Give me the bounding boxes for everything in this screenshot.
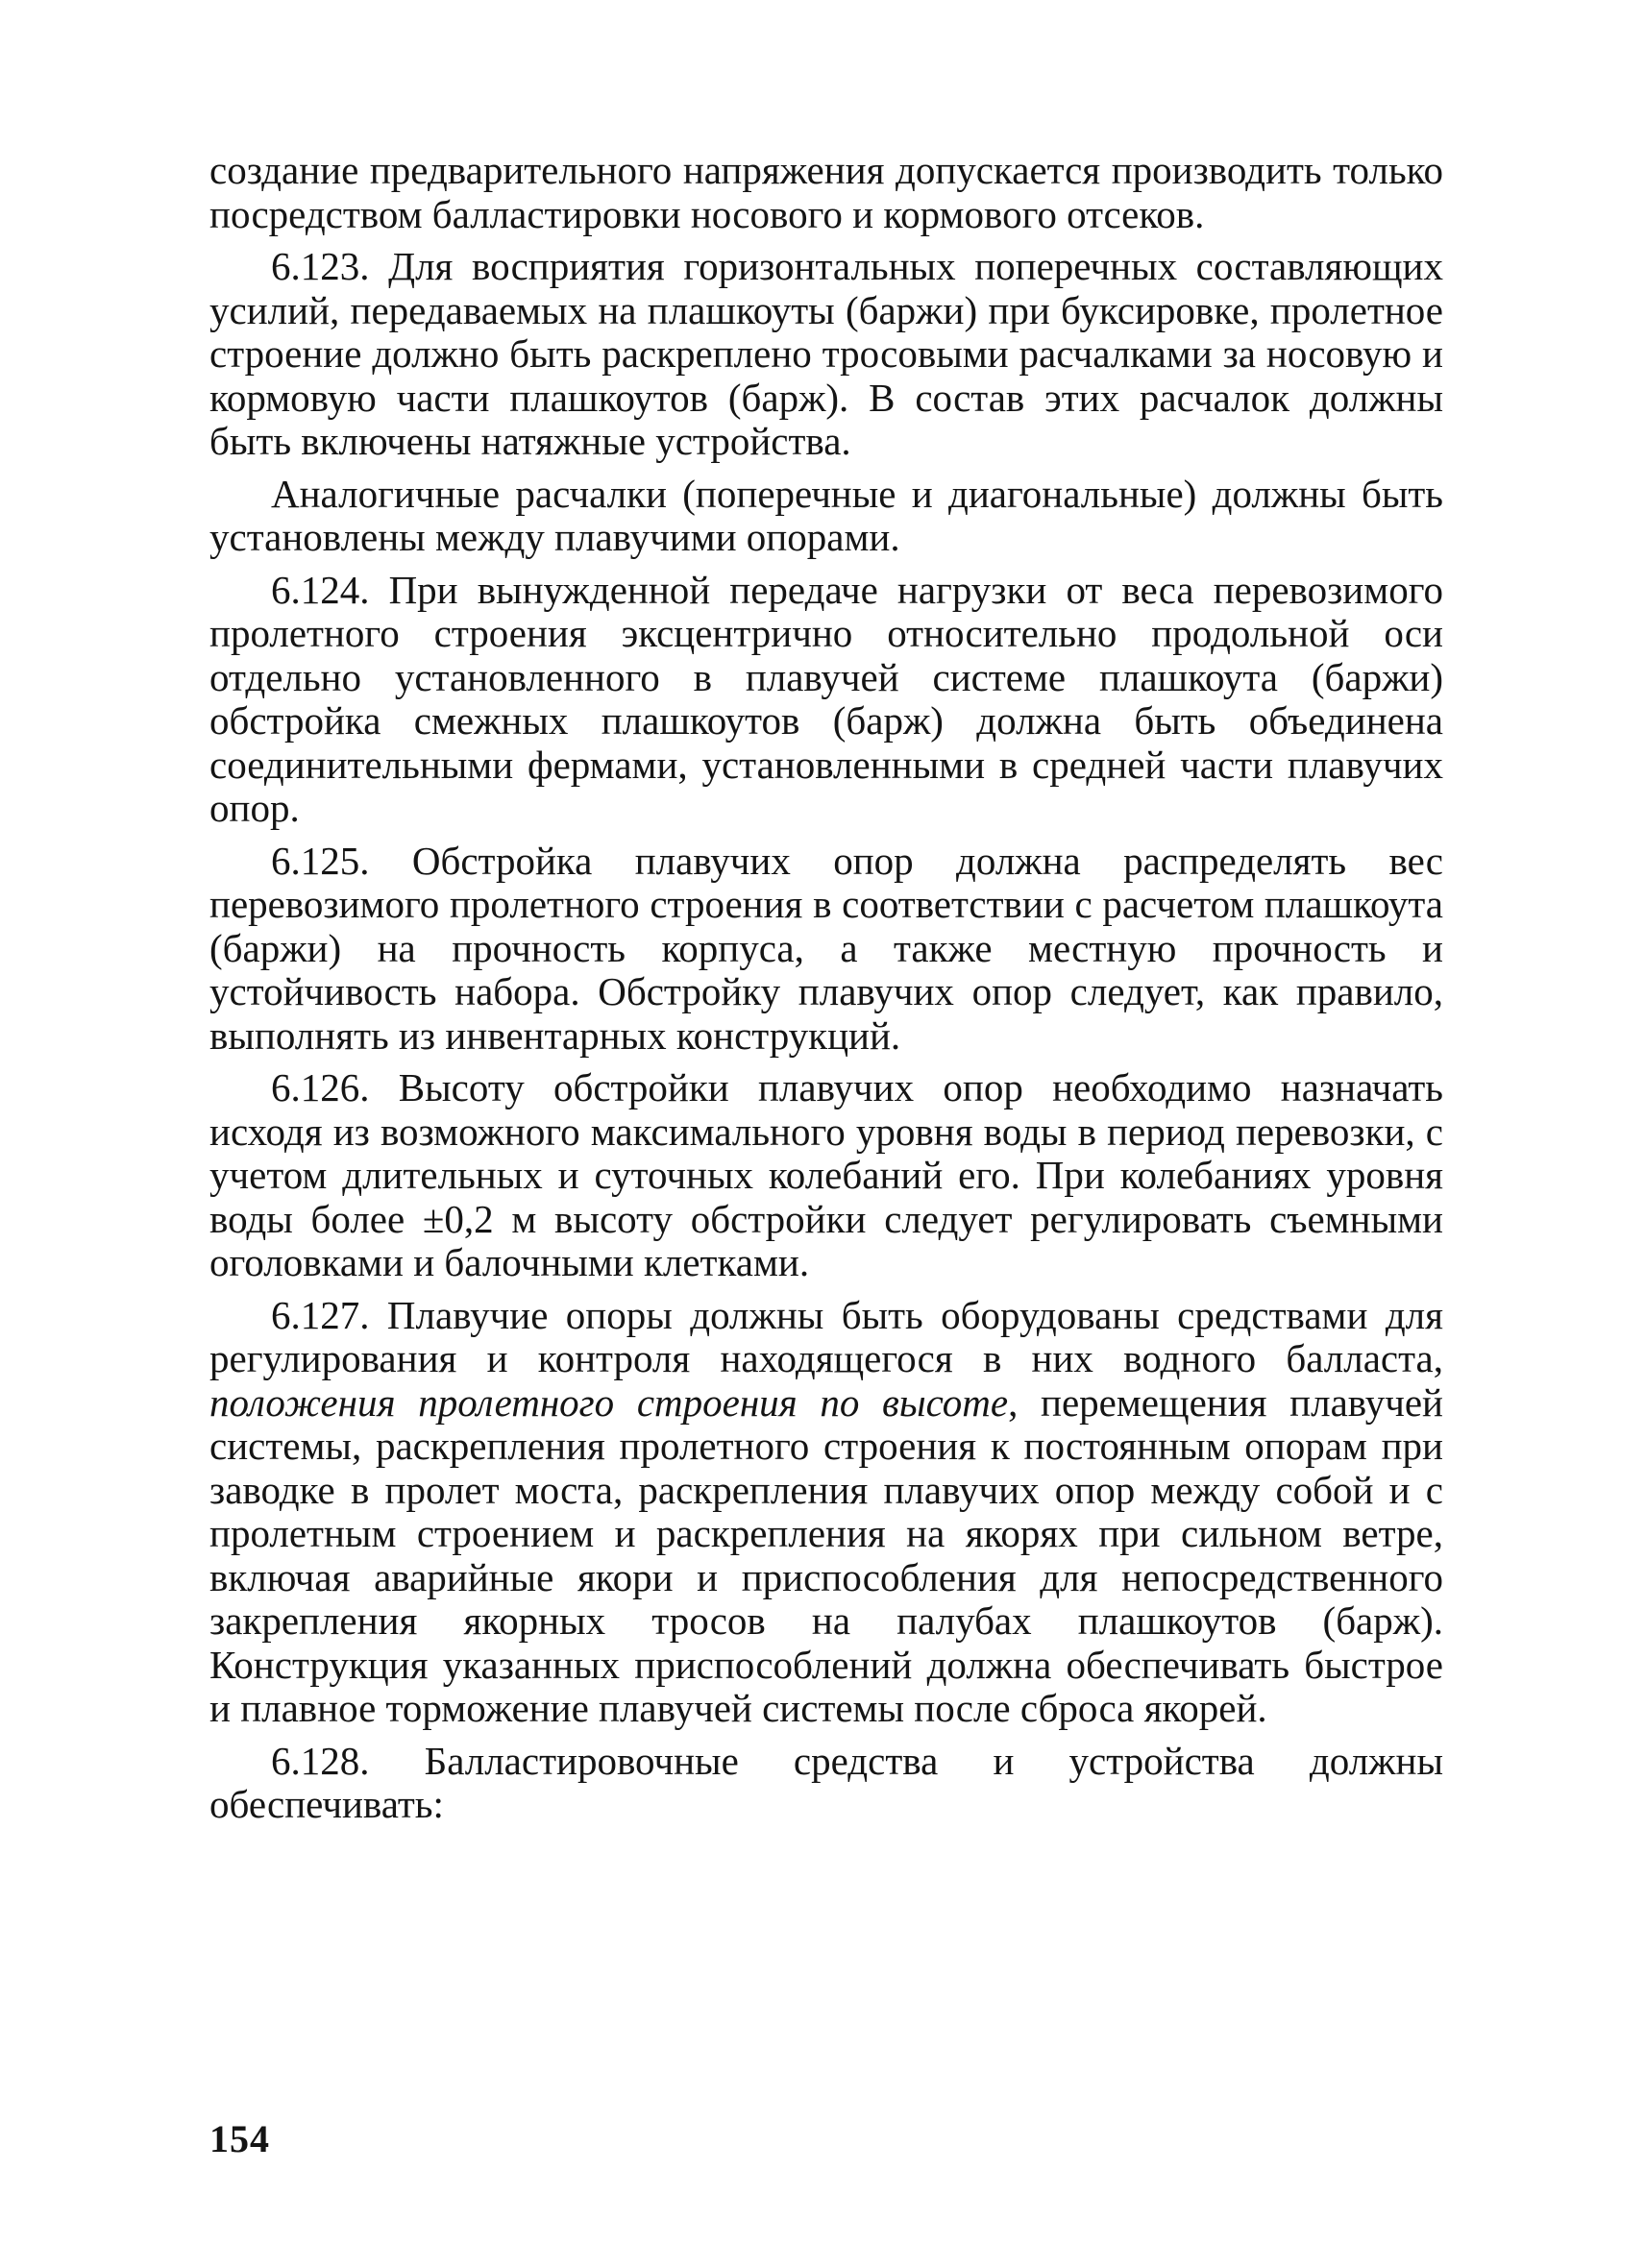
page-number: 154	[209, 2117, 270, 2160]
paragraph-6-127-end: , перемещения плавучей системы, раскрепления пролетного строения к постоянным опорам при заводке в пролет моста, раскрепления плавучих опор между собой и с пролетным строением и раскрепления на якорях при сильном ветре, включая аварийные якори и приспособления для непосредственного закрепления якорных тросов на палубах плашкоутов (барж). Конструкция указанных приспособлений должна обеспечивать быстрое и плавное торможение плавучей системы после сброса якорей.	[209, 1379, 1443, 1730]
paragraph-6-123: 6.123. Для восприятия горизонтальных поперечных составляющих усилий, передаваемых на плашкоуты (баржи) при буксировке, пролетное строение должно быть раскреплено тросовыми расчалками за носовую и кормовую части плашкоутов (барж). В состав этих расчалок должны быть включены натяжные устройства.	[209, 244, 1443, 463]
body-text	[209, 149, 1443, 1827]
paragraph-6-127-start: 6.127. Плавучие опоры должны быть оборудованы средствами для регулирования и контроля находящегося в них водного балласта,	[209, 1292, 1443, 1380]
paragraph-6-127-italic: положения пролетного строения по высоте	[209, 1379, 1009, 1425]
paragraph-6-128: 6.128. Балластировочные средства и устройства должны обеспечивать:	[209, 1738, 1443, 1826]
paragraph-6-125: 6.125. Обстройка плавучих опор должна распределять вес перевозимого пролетного строения в соответствии с расчетом плашкоута (баржи) на прочность корпуса, а также местную прочность и устойчивость набора. Обстройку плавучих опор следует, как правило, выполнять из инвентарных конструкций.	[209, 838, 1443, 1058]
paragraph-analogous-guys: Аналогичные расчалки (поперечные и диагональные) должны быть установлены между плавучими опорами.	[209, 471, 1443, 559]
paragraph-6-127	[209, 1294, 1443, 1731]
paragraph-continuation: создание предварительного напряжения допускается производить только посредством балластировки носового и кормового отсеков.	[209, 148, 1443, 236]
paragraph-6-126: 6.126. Высоту обстройки плавучих опор необходимо назначать исходя из возможного максимального уровня воды в период перевозки, с учетом длительных и суточных колебаний его. При колебаниях уровня воды более ±0,2 м высоту обстройки следует регулировать съемными оголовками и балочными клетками.	[209, 1065, 1443, 1284]
paragraph-6-124: 6.124. При вынужденной передаче нагрузки от веса перевозимого пролетного строения эксцентрично относительно продольной оси отдельно установленного в плавучей системе плашкоута (баржи) обстройка смежных плашкоутов (барж) должна быть объединена соединительными фермами, установленными в средней части плавучих опор.	[209, 567, 1443, 830]
